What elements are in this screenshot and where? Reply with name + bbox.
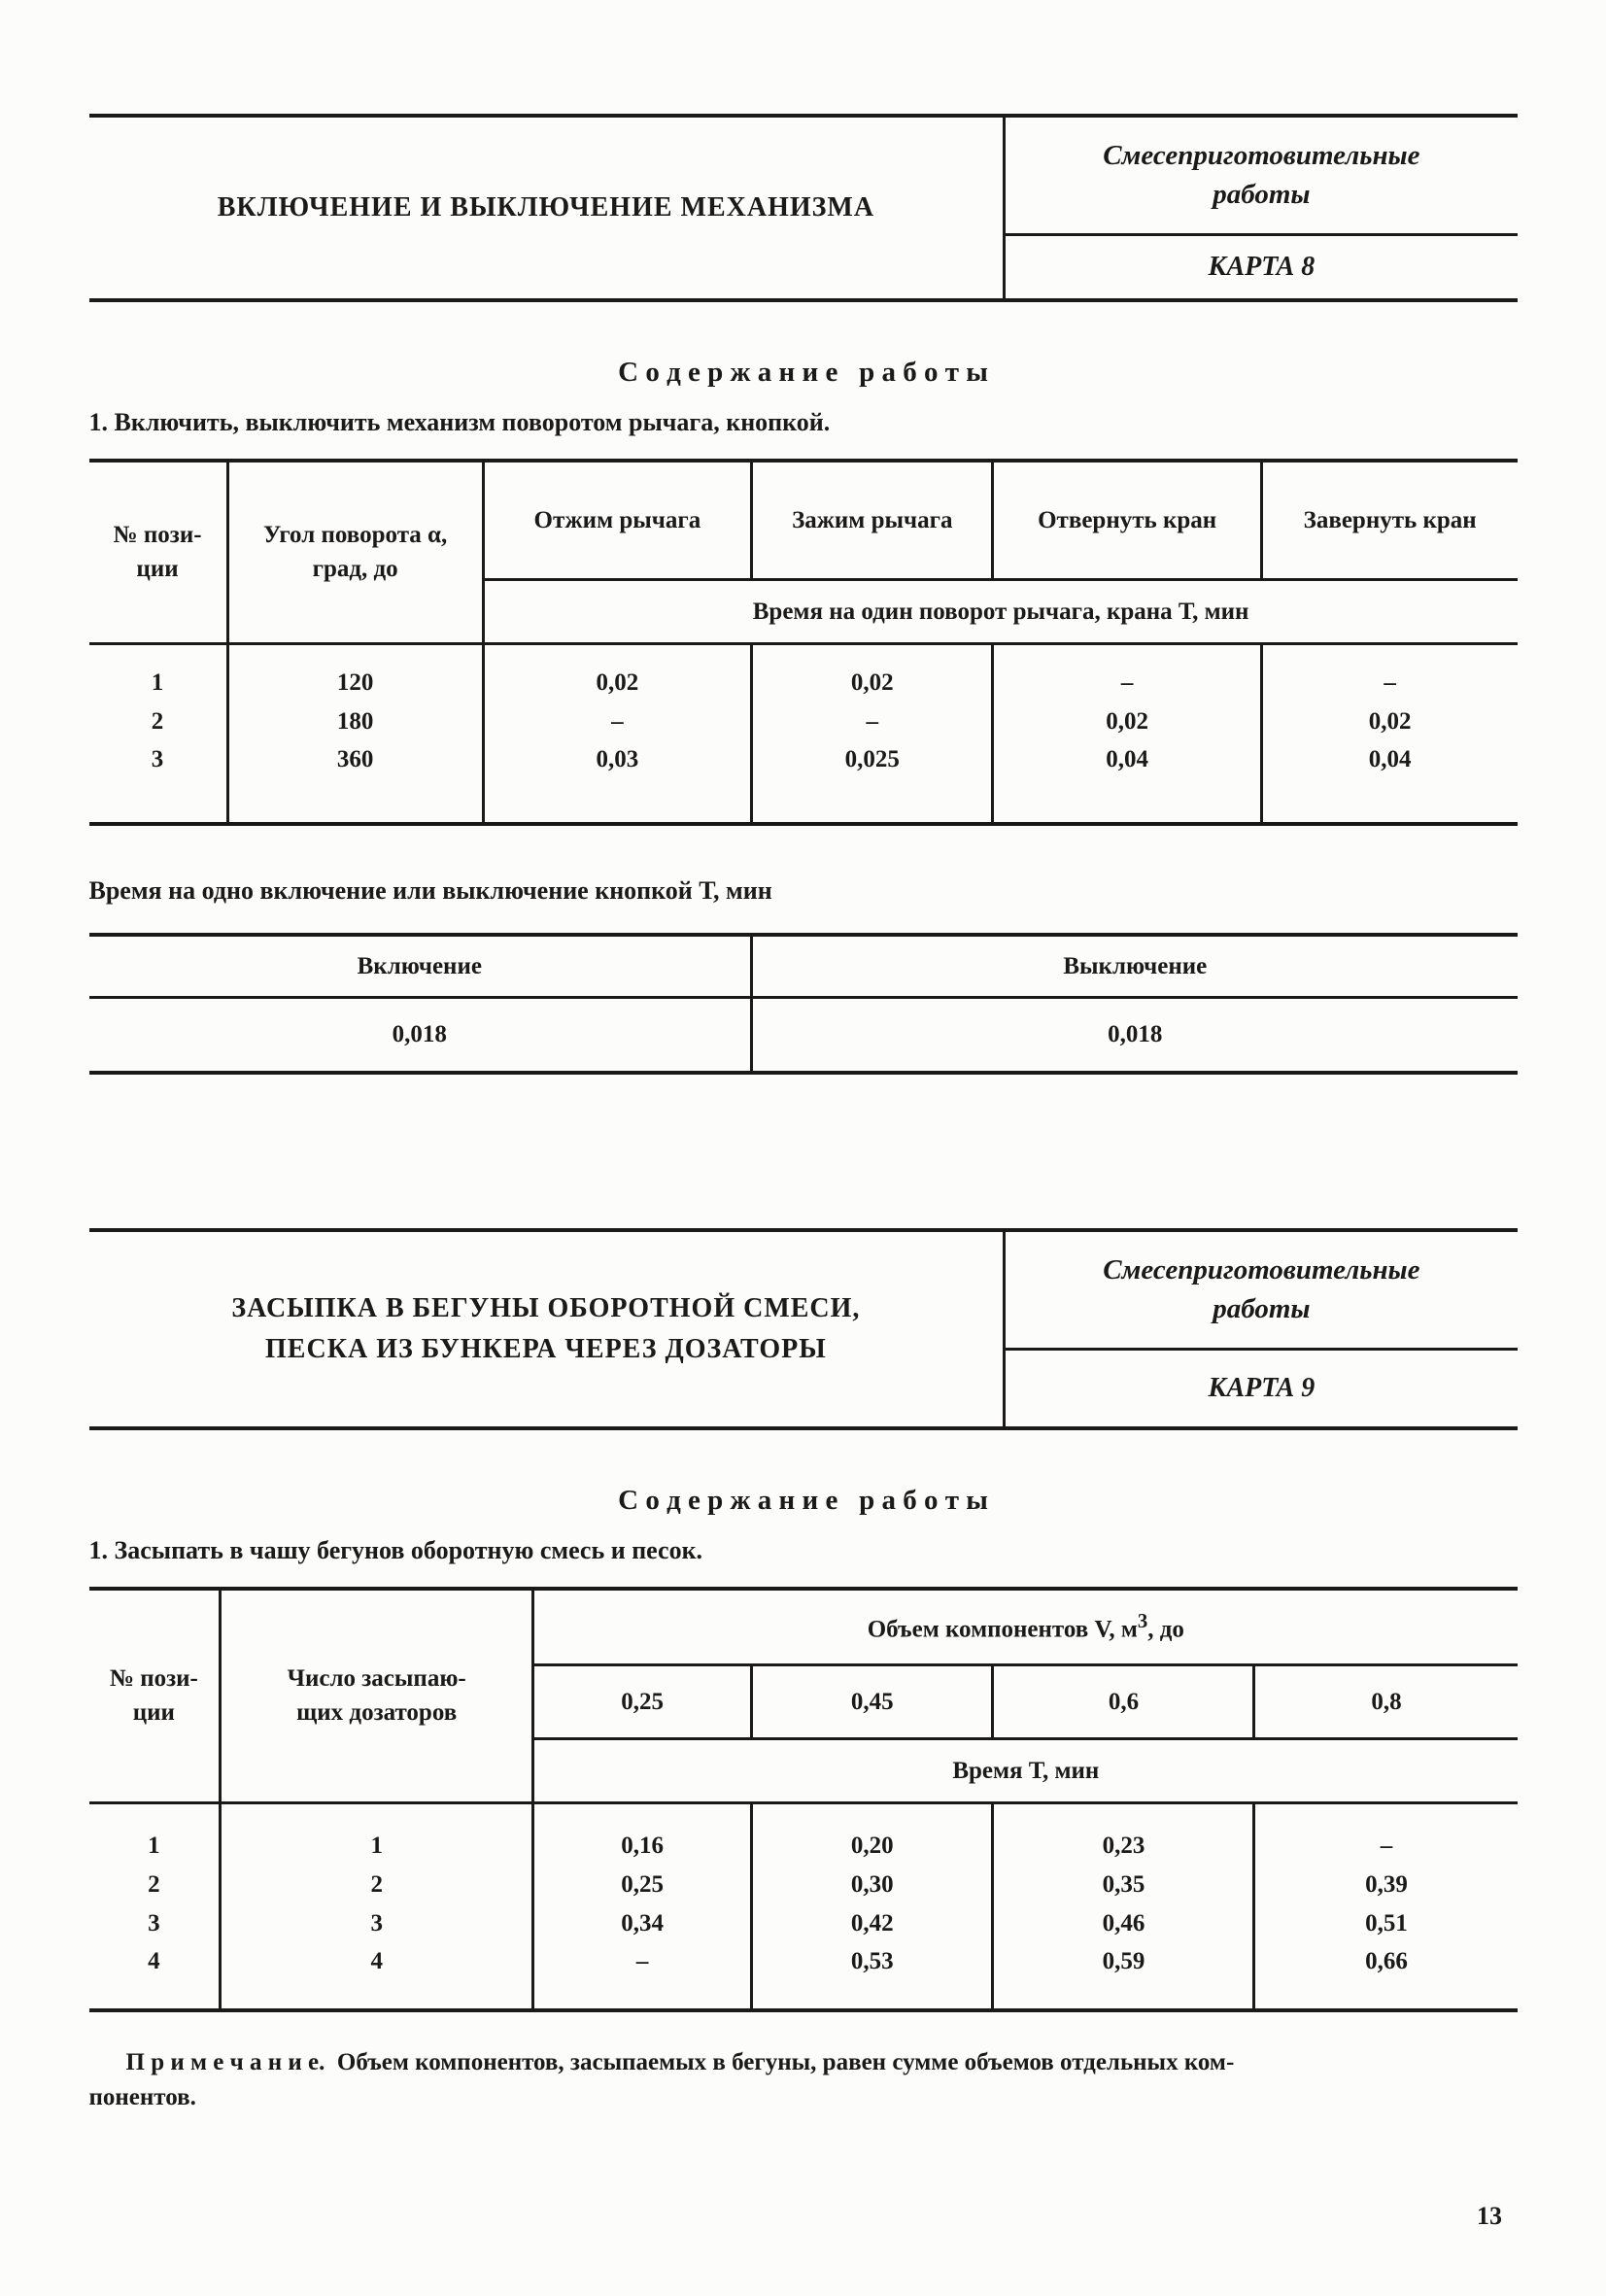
data-cell: – <box>752 702 993 740</box>
col-header-position-text: № пози- ции <box>113 522 202 583</box>
card9-header-right <box>1003 1232 1517 1426</box>
card8-header <box>89 114 1518 302</box>
data-cell: 0,30 <box>752 1865 993 1903</box>
col-header-close-valve: Завернуть кран <box>1261 461 1517 579</box>
data-cell: – <box>1254 1802 1518 1865</box>
col-header-position <box>89 1589 221 1802</box>
data-cell: 0,51 <box>1254 1903 1518 1942</box>
table-row <box>89 1802 1518 1865</box>
data-cell: 0,25 <box>533 1865 752 1903</box>
table-header-row <box>89 461 1518 579</box>
data-cell: – <box>483 702 751 740</box>
card8-norms-table <box>89 459 1518 826</box>
data-cell: 0,42 <box>752 1903 993 1942</box>
card8-header-right <box>1003 118 1517 298</box>
table-row <box>89 1865 1518 1903</box>
table-row <box>89 997 1518 1073</box>
col-header-angle-text: Угол поворота α, град, до <box>263 522 448 583</box>
data-cell: – <box>1261 643 1517 702</box>
note-paragraph: П р и м е ч а н и е. Объем компонентов, засыпаемых в бегуны, равен сумме объемов отдельных ком- понентов. <box>88 2049 1235 2111</box>
card9-norms-table <box>89 1587 1518 2012</box>
data-cell: – <box>993 643 1261 702</box>
data-cell: 2 <box>148 1870 160 1898</box>
col-header-open-valve: Отвернуть кран <box>993 461 1261 579</box>
table-row <box>89 1942 1518 2010</box>
col-header-release-lever: Отжим рычага <box>483 461 751 579</box>
data-cell: 0,025 <box>752 740 993 824</box>
data-cell: 4 <box>221 1942 533 2010</box>
data-cell: 3 <box>221 1903 533 1942</box>
volume-header-text: Объем компонентов V, м <box>867 1616 1138 1643</box>
data-cell: 0,02 <box>752 643 993 702</box>
volume-header-suffix: , до <box>1147 1616 1184 1643</box>
data-cell: 2 <box>151 707 164 735</box>
col-header-dosers <box>221 1589 533 1802</box>
card9-work-category: Смесеприготовительные работы <box>1006 1232 1517 1351</box>
card8-work-category: Смесеприготовительные работы <box>1006 118 1517 236</box>
col-header-volume-045: 0,45 <box>752 1664 993 1738</box>
col-header-switch-on: Включение <box>89 935 752 997</box>
data-cell: 0,66 <box>1254 1942 1518 2010</box>
col-header-volume-025: 0,25 <box>533 1664 752 1738</box>
document-page <box>89 0 1518 2116</box>
col-header-position-text: № пози- ции <box>109 1665 198 1727</box>
data-cell: 0,23 <box>993 1802 1254 1865</box>
card8-task-line: 1. Включить, выключить механизм поворотом рычага, кнопкой. <box>88 408 831 436</box>
data-cell: 0,46 <box>993 1903 1254 1942</box>
data-cell: 0,34 <box>533 1903 752 1942</box>
data-cell: 0,16 <box>533 1802 752 1865</box>
data-cell: 0,018 <box>392 1021 447 1048</box>
table-header-row <box>89 1589 1518 1664</box>
data-cell: 0,02 <box>1261 702 1517 740</box>
col-header-position <box>89 461 228 643</box>
card8-section-title: С о д е р ж а н и е р а б о т ы <box>618 357 988 388</box>
data-cell: – <box>533 1942 752 2010</box>
col-header-volume-08: 0,8 <box>1254 1664 1518 1738</box>
data-cell: 0,59 <box>993 1942 1254 2010</box>
col-header-switch-off: Выключение <box>752 935 1518 997</box>
card8-number-label: КАРТА 8 <box>1208 252 1316 282</box>
table-row <box>89 740 1518 824</box>
data-cell: 0,04 <box>1261 740 1517 824</box>
data-cell: 1 <box>148 1833 160 1860</box>
span-header-component-volume <box>533 1589 1518 1664</box>
data-cell: 0,03 <box>483 740 751 824</box>
data-cell: 3 <box>148 1909 160 1936</box>
card9-header <box>89 1228 1518 1430</box>
data-cell: 360 <box>227 740 483 824</box>
card8-title: ВКЛЮЧЕНИЕ И ВЫКЛЮЧЕНИЕ МЕХАНИЗМА <box>217 192 875 223</box>
table-header-row <box>89 935 1518 997</box>
data-cell: 0,20 <box>752 1802 993 1865</box>
button-time-caption: Время на одно включение или выключение кнопкой Т, мин <box>88 876 772 905</box>
span-header-time-per-turn: Время на один поворот рычага, крана Т, мин <box>483 579 1517 643</box>
data-cell: 4 <box>148 1947 160 1974</box>
data-cell: 2 <box>221 1865 533 1903</box>
data-cell: 0,35 <box>993 1865 1254 1903</box>
span-header-time: Время Т, мин <box>533 1738 1518 1802</box>
data-cell: 0,018 <box>752 997 1518 1073</box>
data-cell: 0,04 <box>993 740 1261 824</box>
data-cell: 180 <box>227 702 483 740</box>
volume-header-superscript: 3 <box>1137 1609 1148 1633</box>
col-header-volume-06: 0,6 <box>993 1664 1254 1738</box>
table-row <box>89 643 1518 702</box>
data-cell: 3 <box>151 745 164 772</box>
col-header-dosers-text: Число засыпаю- щих дозаторов <box>287 1665 466 1727</box>
card9-title: ЗАСЫПКА В БЕГУНЫ ОБОРОТНОЙ СМЕСИ, ПЕСКА ИЗ БУНКЕРА ЧЕРЕЗ ДОЗАТОРЫ <box>231 1293 861 1364</box>
table-row <box>89 702 1518 740</box>
data-cell: 0,02 <box>483 643 751 702</box>
data-cell: 1 <box>221 1802 533 1865</box>
card9-task-line: 1. Засыпать в чашу бегунов оборотную смесь и песок. <box>88 1536 703 1564</box>
card8-on-off-table <box>89 933 1518 1075</box>
table-row <box>89 1903 1518 1942</box>
data-cell: 0,39 <box>1254 1865 1518 1903</box>
col-header-clamp-lever: Зажим рычага <box>752 461 993 579</box>
data-cell: 0,02 <box>993 702 1261 740</box>
data-cell: 1 <box>151 669 164 697</box>
card9-section-title: С о д е р ж а н и е р а б о т ы <box>618 1485 988 1516</box>
data-cell: 120 <box>227 643 483 702</box>
page-number: 13 <box>1477 2202 1502 2230</box>
card9-number-label: КАРТА 9 <box>1208 1373 1316 1403</box>
data-cell: 0,53 <box>752 1942 993 2010</box>
col-header-angle <box>227 461 483 643</box>
